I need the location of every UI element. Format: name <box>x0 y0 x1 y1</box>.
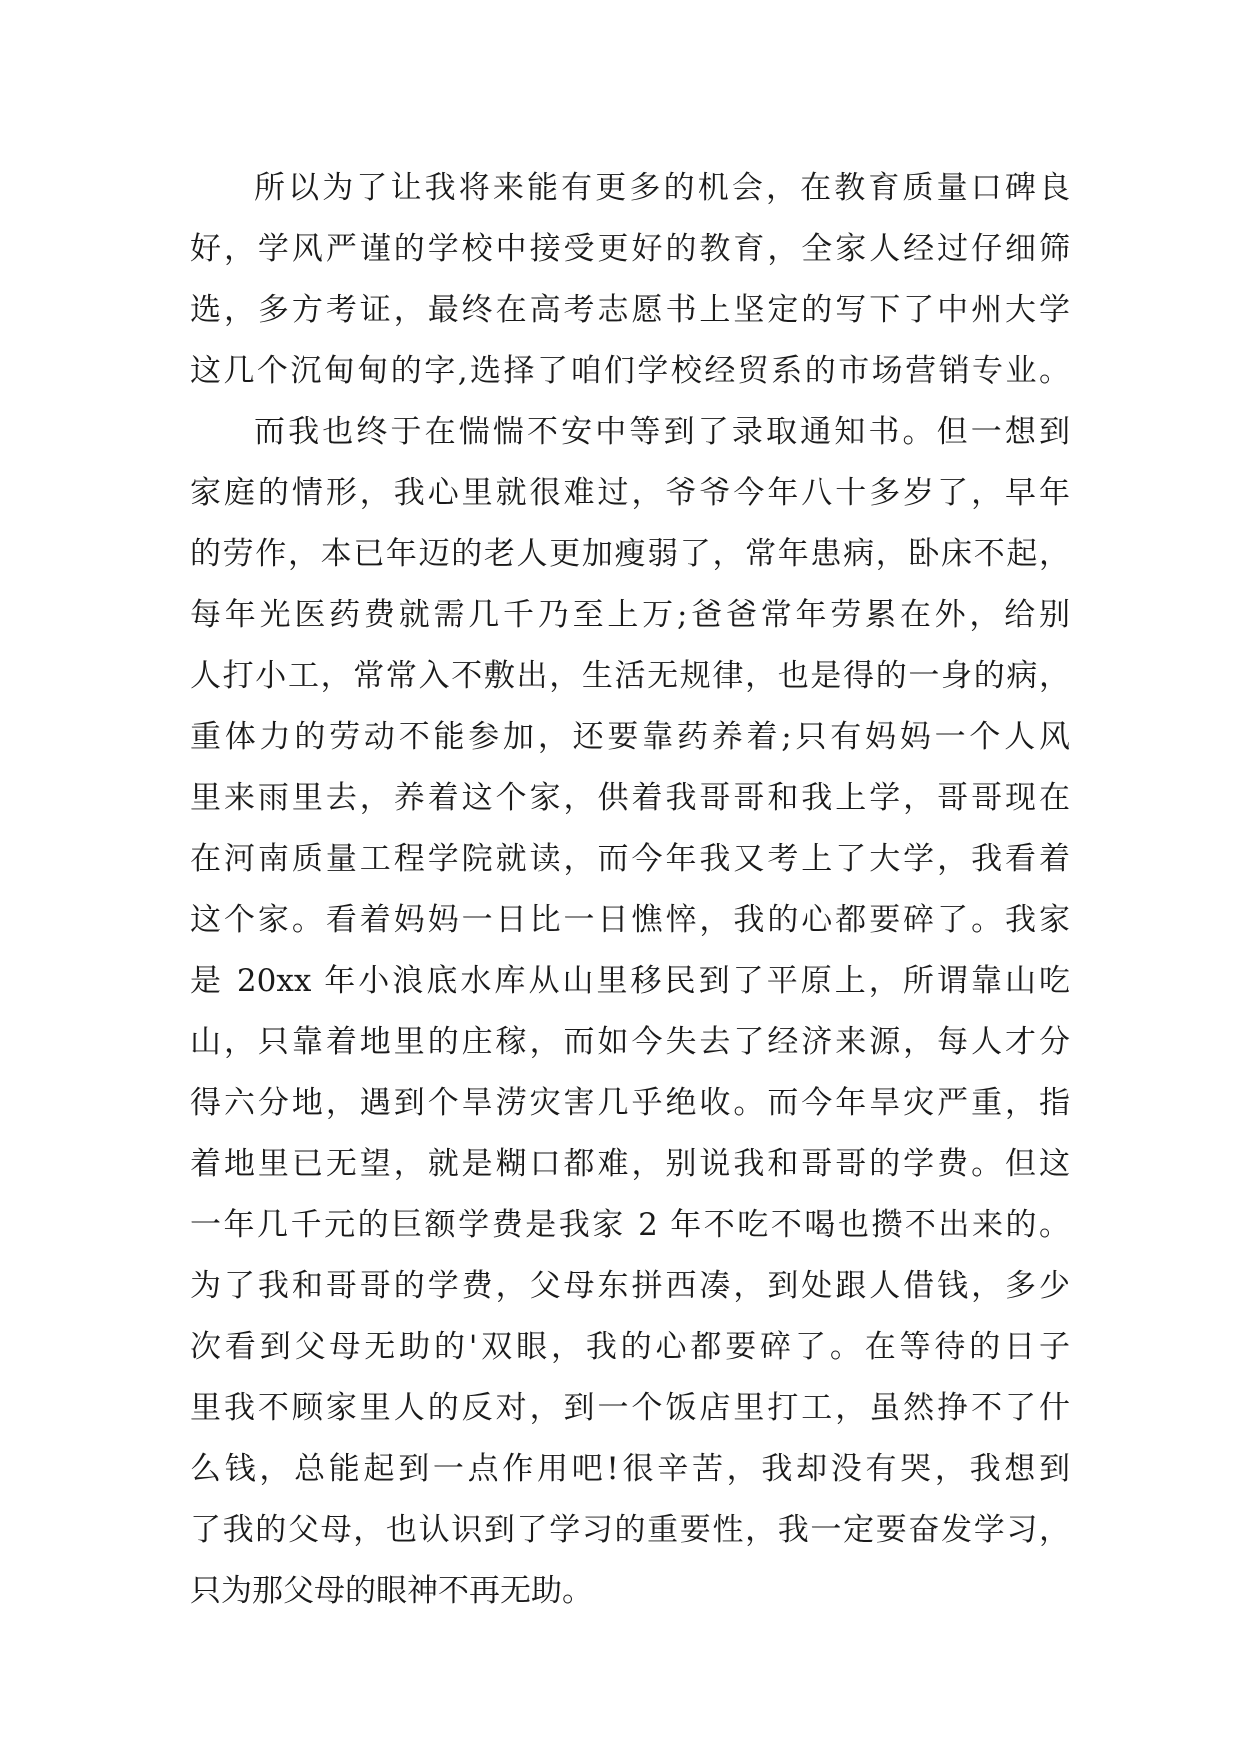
paragraph-2-line: 山，只靠着地里的庄稼，而如今失去了经济来源，每人才分 <box>190 1024 1070 1060</box>
paragraph-2-line: 着地里已无望，就是糊口都难，别说我和哥哥的学费。但这 <box>190 1146 1070 1182</box>
paragraph-2-line: 了我的父母，也认识到了学习的重要性，我一定要奋发学习， <box>190 1512 1070 1548</box>
paragraph-2-line: 每年光医药费就需几千乃至上万;爸爸常年劳累在外，给别 <box>190 597 1070 633</box>
paragraph-2-line: 重体力的劳动不能参加，还要靠药养着;只有妈妈一个人风 <box>190 719 1070 755</box>
paragraph-2-line: 得六分地，遇到个旱涝灾害几乎绝收。而今年旱灾严重，指 <box>190 1085 1070 1121</box>
paragraph-2-line: 一年几千元的巨额学费是我家 2 年不吃不喝也攒不出来的。 <box>190 1207 1070 1243</box>
paragraph-2-line: 的劳作，本已年迈的老人更加瘦弱了，常年患病，卧床不起， <box>190 536 1070 572</box>
paragraph-2-line: 里来雨里去，养着这个家，供着我哥哥和我上学，哥哥现在 <box>190 780 1070 816</box>
paragraph-2-line: 而我也终于在惴惴不安中等到了录取通知书。但一想到 <box>254 414 1070 450</box>
paragraph-2-line: 是 20xx 年小浪底水库从山里移民到了平原上，所谓靠山吃 <box>190 963 1070 999</box>
paragraph-1-line: 这几个沉甸甸的字,选择了咱们学校经贸系的市场营销专业。 <box>190 353 1070 389</box>
body-text <box>190 158 1070 1622</box>
paragraph-2-line: 么钱，总能起到一点作用吧!很辛苦，我却没有哭，我想到 <box>190 1451 1070 1487</box>
paragraph-2-line: 只为那父母的眼神不再无助。 <box>190 1573 593 1609</box>
paragraph-2-line: 人打小工，常常入不敷出，生活无规律，也是得的一身的病， <box>190 658 1070 694</box>
paragraph-2-line: 在河南质量工程学院就读，而今年我又考上了大学，我看着 <box>190 841 1070 877</box>
paragraph-2-line: 里我不顾家里人的反对，到一个饭店里打工，虽然挣不了什 <box>190 1390 1070 1426</box>
paragraph-2-line: 这个家。看着妈妈一日比一日憔悴，我的心都要碎了。我家 <box>190 902 1070 938</box>
paragraph-1-line: 好，学风严谨的学校中接受更好的教育，全家人经过仔细筛 <box>190 231 1070 267</box>
paragraph-2-line: 次看到父母无助的'双眼，我的心都要碎了。在等待的日子 <box>190 1329 1070 1365</box>
paragraph-2-line: 为了我和哥哥的学费，父母东拼西凑，到处跟人借钱，多少 <box>190 1268 1070 1304</box>
paragraph-1-line: 选，多方考证，最终在高考志愿书上坚定的写下了中州大学 <box>190 292 1070 328</box>
paragraph-1-line: 所以为了让我将来能有更多的机会，在教育质量口碑良 <box>254 170 1070 206</box>
paragraph-2-line: 家庭的情形，我心里就很难过，爷爷今年八十多岁了，早年 <box>190 475 1070 511</box>
